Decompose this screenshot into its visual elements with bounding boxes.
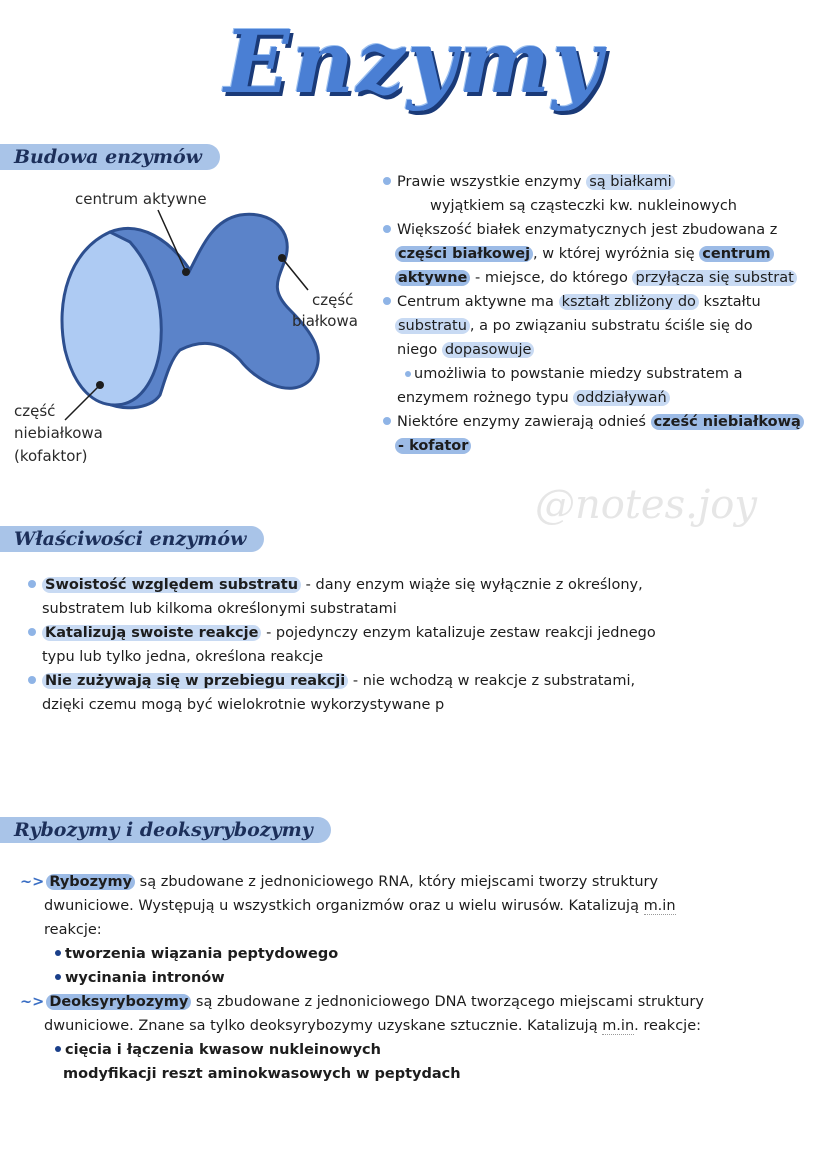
deoksyrybozymy-line-1: ~> Deoksyrybozymy są zbudowane z jednoniciowego DNA tworzącego miejscami struktury	[20, 994, 704, 1010]
budowa-line-7: substratu , a po związaniu substratu ściśle się do	[395, 314, 753, 338]
label-protein-1: część	[312, 291, 354, 309]
budowa-line-3: Większość białek enzymatycznych jest zbudowana z	[383, 218, 777, 242]
budowa-line-8: niego dopasowuje	[397, 338, 534, 362]
wlasciwosci-line-3: Katalizują swoiste reakcje - pojedynczy enzym katalizuje zestaw reakcji jednego	[28, 621, 656, 645]
budowa-line-11: Niektóre enzymy zawierają odnieś cześć niebiałkową	[383, 410, 804, 434]
wlasciwosci-line-1: Swoistość względem substratu - dany enzym wiąże się wyłącznie z określony,	[28, 573, 643, 597]
page-title: Enzymy	[224, 12, 604, 113]
rybozymy-line-2: dwuniciowe. Występują u wszystkich organizmów oraz u wielu wirusów. Katalizują m.in	[44, 898, 676, 914]
budowa-line-2: wyjątkiem są cząsteczki kw. nukleinowych	[430, 198, 737, 214]
budowa-line-10: enzymem rożnego typu oddziaływań	[397, 386, 670, 410]
budowa-line-12: - kofator	[395, 434, 471, 458]
rybozymy-line-3: reakcje:	[44, 922, 102, 938]
label-active-site: centrum aktywne	[75, 190, 207, 208]
label-cofactor-3: (kofaktor)	[14, 447, 88, 465]
protein-pointer	[282, 258, 308, 290]
rybozymy-line-4: tworzenia wiązania peptydowego	[55, 942, 338, 966]
label-protein-2: białkowa	[292, 312, 358, 330]
budowa-line-4: części białkowej , w której wyróżnia się centrum	[395, 242, 774, 266]
budowa-line-1: Prawie wszystkie enzymy są białkami	[383, 170, 675, 194]
label-cofactor-2: niebiałkowa	[14, 424, 103, 442]
wlasciwosci-line-6: dzięki czemu mogą być wielokrotnie wykorzystywane p	[42, 697, 445, 713]
rybozymy-line-1: ~> Rybozymy są zbudowane z jednoniciowego RNA, który miejscami tworzy struktury	[20, 874, 659, 890]
wlasciwosci-line-4: typu lub tylko jedna, określona reakcje	[42, 649, 324, 665]
budowa-line-5: aktywne - miejsce, do którego przyłącza się substrat	[395, 266, 797, 290]
deoksyrybozymy-line-4: modyfikacji reszt aminokwasowych w peptydach	[63, 1066, 461, 1082]
section-heading-budowa: Budowa enzymów	[0, 144, 220, 170]
label-cofactor-1: część	[14, 402, 56, 420]
wlasciwosci-line-2: substratem lub kilkoma określonymi substratami	[42, 601, 397, 617]
wlasciwosci-line-5: Nie zużywają się w przebiegu reakcji - nie wchodzą w reakcje z substratami,	[28, 669, 635, 693]
watermark: @notes.joy	[535, 482, 757, 528]
section-heading-wlasciwosci: Właściwości enzymów	[0, 526, 264, 552]
budowa-line-9: umożliwia to powstanie miedzy substratem a	[405, 362, 743, 386]
budowa-line-6: Centrum aktywne ma kształt zbliżony do kształtu	[383, 290, 761, 314]
rybozymy-line-5: wycinania intronów	[55, 966, 225, 990]
deoksyrybozymy-line-3: cięcia i łączenia kwasow nukleinowych	[55, 1038, 381, 1062]
deoksyrybozymy-line-2: dwuniciowe. Znane sa tylko deoksyrybozymy uzyskane sztucznie. Katalizują m.in. reakcje:	[44, 1018, 702, 1034]
section-heading-rybozymy: Rybozymy i deoksyrybozymy	[0, 817, 331, 843]
